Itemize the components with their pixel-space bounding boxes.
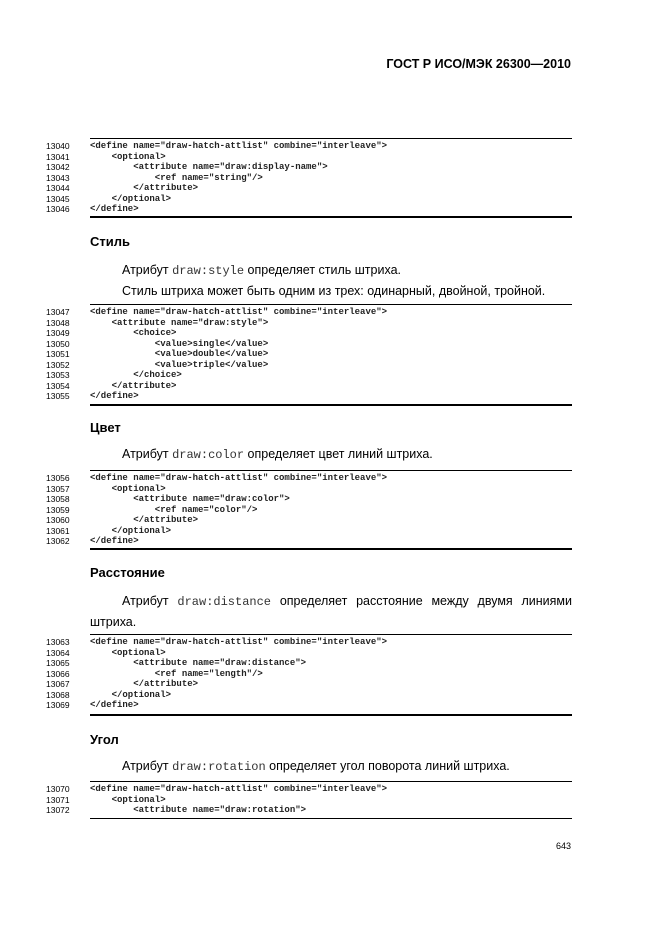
line-number: 13041 — [46, 151, 70, 162]
line-number: 13064 — [46, 647, 70, 658]
paragraph-distance-attr — [122, 593, 572, 610]
attribute-code: draw:color — [172, 448, 245, 462]
para-text: Атрибут — [122, 263, 173, 277]
code-text: <ref name="string"/> — [90, 172, 263, 183]
code-text: </define> — [90, 536, 139, 546]
line-number: 13055 — [46, 391, 70, 401]
code-block-hatch-distance — [46, 634, 572, 716]
code-text: </attribute> — [90, 380, 177, 391]
line-number: 13047 — [46, 307, 70, 317]
code-text: <attribute name="draw:distance"> — [90, 658, 307, 668]
line-number: 13046 — [46, 204, 70, 214]
code-text: </choice> — [90, 370, 182, 380]
line-number: 13061 — [46, 525, 70, 536]
code-text: </optional> — [90, 689, 172, 700]
code-text: <ref name="length"/> — [90, 668, 263, 679]
line-number: 13071 — [46, 794, 70, 805]
code-text: </define> — [90, 391, 139, 401]
code-text: </attribute> — [90, 679, 199, 689]
code-block-top-rule — [90, 304, 572, 305]
line-number: 13050 — [46, 338, 70, 349]
code-text: <define name="draw-hatch-attlist" combine="interleave"> — [90, 307, 388, 317]
line-number: 13057 — [46, 483, 70, 494]
para-text: определяет угол поворота линий штриха. — [265, 759, 510, 773]
line-number: 13056 — [46, 473, 70, 483]
code-block-hatch-color — [46, 470, 572, 550]
attribute-code: draw:style — [172, 264, 245, 278]
line-number: 13069 — [46, 700, 70, 710]
code-text: <attribute name="draw:style"> — [90, 317, 269, 328]
code-text: <value>single</value> — [90, 338, 269, 349]
line-number: 13054 — [46, 380, 70, 391]
code-text: <define name="draw-hatch-attlist" combine="interleave"> — [90, 473, 388, 483]
line-number: 13058 — [46, 494, 70, 504]
code-text: </define> — [90, 700, 139, 710]
line-number: 13067 — [46, 679, 70, 689]
code-text: <attribute name="draw:color"> — [90, 494, 290, 504]
paragraph-rotation-attr — [122, 758, 510, 775]
line-number: 13049 — [46, 328, 70, 338]
code-text: </define> — [90, 204, 139, 214]
line-number: 13044 — [46, 183, 70, 193]
para-text: Атрибут — [122, 759, 173, 773]
line-number: 13051 — [46, 349, 70, 359]
code-block-bottom-rule — [90, 818, 572, 819]
section-heading-rotation: Угол — [90, 732, 119, 747]
line-number: 13060 — [46, 515, 70, 525]
paragraph-style-values: Стиль штриха может быть одним из трех: одинарный, двойной, тройной. — [122, 284, 546, 298]
paragraph-style-attr — [122, 262, 401, 279]
line-number: 13043 — [46, 172, 70, 183]
line-number: 13068 — [46, 689, 70, 700]
code-block-hatch-rotation — [46, 781, 572, 821]
code-text: </attribute> — [90, 515, 199, 525]
code-block-bottom-rule — [90, 404, 572, 406]
code-text: <optional> — [90, 647, 166, 658]
code-block-hatch-display-name — [46, 138, 572, 218]
code-text: <optional> — [90, 151, 166, 162]
code-text: <define name="draw-hatch-attlist" combine="interleave"> — [90, 141, 388, 151]
line-number: 13062 — [46, 536, 70, 546]
code-text: <define name="draw-hatch-attlist" combine="interleave"> — [90, 637, 388, 647]
code-block-top-rule — [90, 138, 572, 139]
line-number: 13066 — [46, 668, 70, 679]
para-text: определяет цвет линий штриха. — [244, 447, 433, 461]
code-text: <choice> — [90, 328, 177, 338]
code-text: <ref name="color"/> — [90, 504, 258, 515]
line-number: 13042 — [46, 162, 70, 172]
code-text: <optional> — [90, 483, 166, 494]
code-block-bottom-rule — [90, 548, 572, 550]
code-text: <value>double</value> — [90, 349, 269, 359]
line-number: 13053 — [46, 370, 70, 380]
line-number: 13059 — [46, 504, 70, 515]
section-heading-distance: Расстояние — [90, 565, 165, 580]
code-text: </optional> — [90, 193, 172, 204]
code-text: <value>triple</value> — [90, 359, 269, 370]
code-text: <attribute name="draw:display-name"> — [90, 162, 328, 172]
line-number: 13070 — [46, 784, 70, 794]
line-number: 13065 — [46, 658, 70, 668]
code-text: <attribute name="draw:rotation"> — [90, 805, 307, 815]
para-text: определяет стиль штриха. — [244, 263, 401, 277]
document-header-title: ГОСТ Р ИСО/МЭК 26300—2010 — [386, 57, 571, 71]
code-text: <optional> — [90, 794, 166, 805]
section-heading-style: Стиль — [90, 234, 130, 249]
line-number: 13052 — [46, 359, 70, 370]
code-block-bottom-rule — [90, 714, 572, 716]
line-number: 13063 — [46, 637, 70, 647]
code-block-bottom-rule — [90, 216, 572, 218]
code-block-top-rule — [90, 470, 572, 471]
code-text: <define name="draw-hatch-attlist" combine="interleave"> — [90, 784, 388, 794]
section-heading-color: Цвет — [90, 420, 121, 435]
paragraph-color-attr — [122, 446, 433, 463]
page-number: 643 — [555, 841, 571, 851]
line-number: 13040 — [46, 141, 70, 151]
para-text: Атрибут — [122, 447, 173, 461]
code-block-top-rule — [90, 781, 572, 782]
code-block-top-rule — [90, 634, 572, 635]
code-text: </attribute> — [90, 183, 199, 193]
line-number: 13045 — [46, 193, 70, 204]
attribute-code: draw:distance — [177, 595, 272, 609]
attribute-code: draw:rotation — [172, 760, 266, 774]
para-text: Атрибут — [122, 594, 169, 608]
paragraph-distance-continuation: штриха. — [90, 615, 137, 629]
para-text: определяет расстояние между двумя линиями — [279, 594, 572, 608]
code-block-hatch-style — [46, 304, 572, 406]
code-text: </optional> — [90, 525, 172, 536]
line-number: 13048 — [46, 317, 70, 328]
line-number: 13072 — [46, 805, 70, 815]
